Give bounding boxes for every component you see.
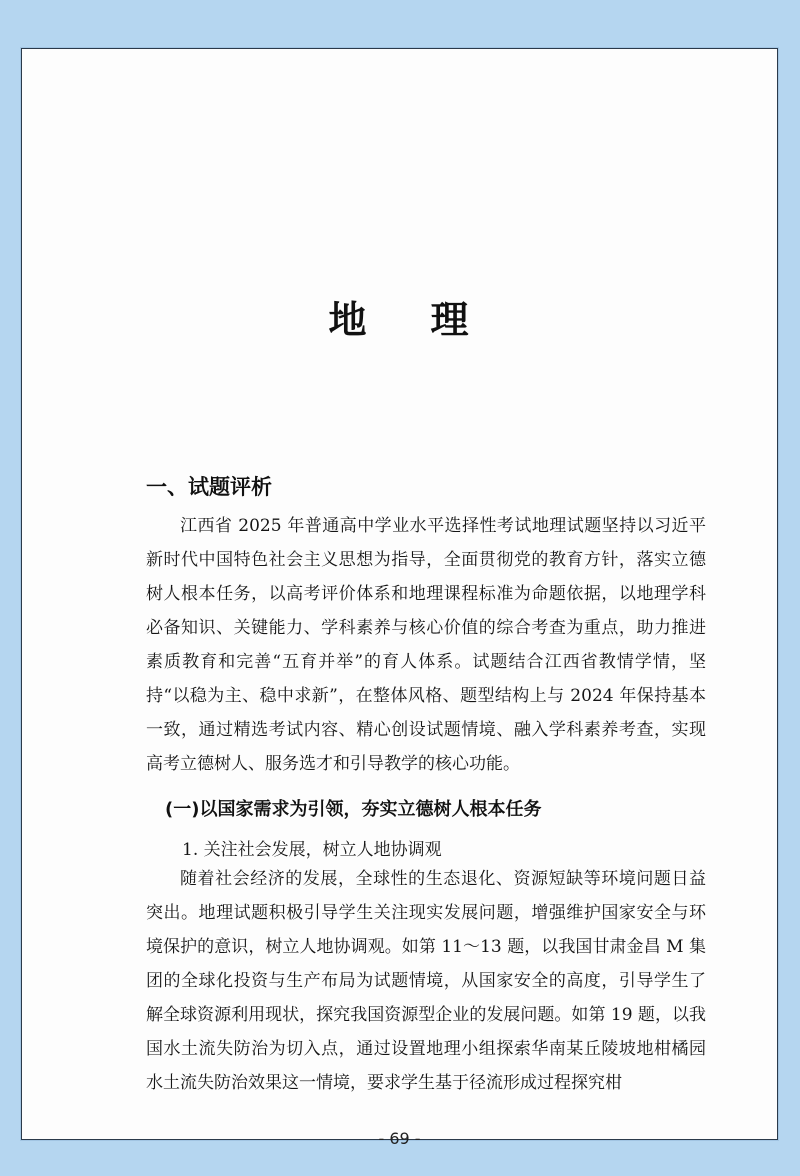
body-paragraph: 随着社会经济的发展，全球性的生态退化、资源短缺等环境问题日益突出。地理试题积极引导学生关注现实发展问题，增强维护国家安全与环境保护的意识，树立人地协调观。如第 11～13 题，以我国甘肃金昌 M 集团的全球化投资与生产布局为试题情境，从国家安全的高度，引导学生了解全球资源利用现状，探究我国资源型企业的发展问题。如第 19 题，以我国水土流失防治为切入点，通过设置地理小组探索华南某丘陵坡地柑橘园水土流失防治效果这一情境，要求学生基于径流形成过程探究柑 xyxy=(146,869,706,1093)
page-number: - 69 - xyxy=(378,1129,421,1148)
intro-paragraph: 江西省 2025 年普通高中学业水平选择性考试地理试题坚持以习近平新时代中国特色社会主义思想为指导，全面贯彻党的教育方针，落实立德树人根本任务，以高考评价体系和地理课程标准为命题依据，以地理学科必备知识、关键能力、学科素养与核心价值的综合考查为重点，助力推进素质教育和完善“五育并举”的育人体系。试题结合江西省教情学情，坚持“以稳为主、稳中求新”，在整体风格、题型结构上与 2024 年保持基本一致，通过精选考试内容、精心创设试题情境、融入学科素养考查，实现高考立德树人、服务选才和引导教学的核心功能。 xyxy=(146,516,706,774)
subsection-heading: (一)以国家需求为引领，夯实立德树人根本任务 xyxy=(165,799,542,820)
section-heading: 一、试题评析 xyxy=(146,475,272,499)
page-title xyxy=(22,289,777,344)
title-char-2: 理 xyxy=(430,298,471,342)
title-char-1: 地 xyxy=(328,298,369,342)
subsubsection-heading: 1. 关注社会发展，树立人地协调观 xyxy=(182,840,442,860)
book-page xyxy=(21,48,778,1148)
